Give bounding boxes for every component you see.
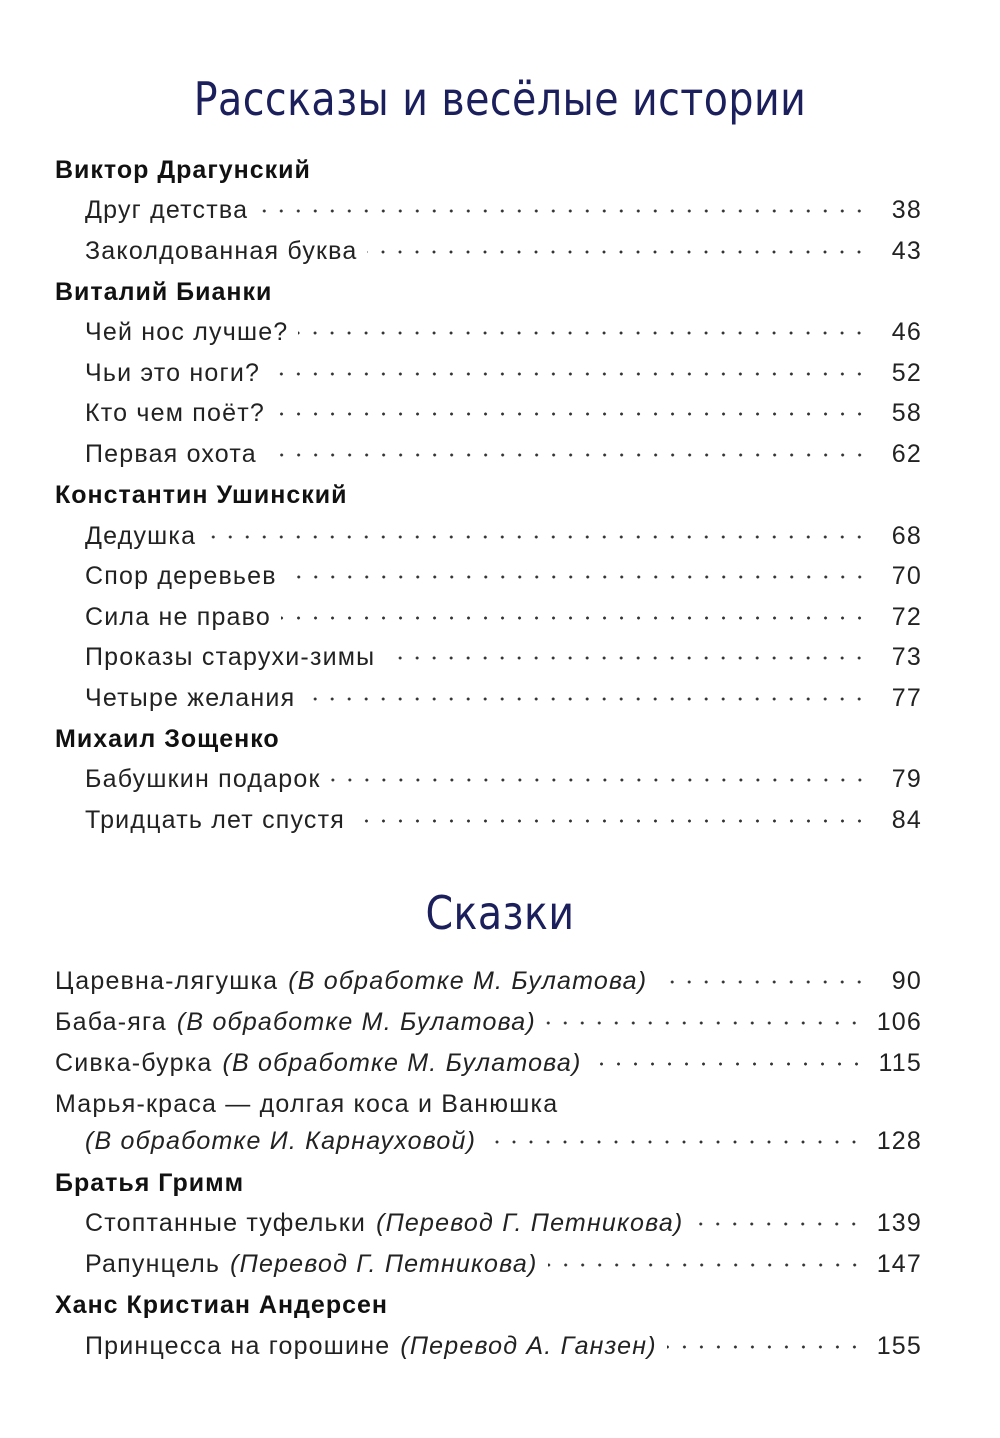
author-name: Виктор Драгунский <box>55 156 311 184</box>
toc-entry[interactable] <box>0 359 1000 400</box>
toc-entry[interactable] <box>0 1250 1000 1291</box>
entry-title: Царевна-лягушка <box>55 967 279 995</box>
dot-leader <box>657 980 868 984</box>
page-number: 43 <box>891 237 922 265</box>
page-number: 84 <box>891 806 922 834</box>
entry-title: Чей нос лучше? <box>85 318 289 346</box>
dot-leader <box>258 209 868 213</box>
entry-title: Баба-яга <box>55 1008 167 1036</box>
author-heading <box>0 156 1000 197</box>
entry-note: (Перевод Г. Петникова) <box>376 1209 684 1237</box>
entry-title: Проказы старухи-зимы <box>85 643 376 671</box>
page-number: 128 <box>876 1127 922 1155</box>
dot-leader <box>548 1263 863 1267</box>
dot-leader <box>267 453 868 457</box>
toc-entry[interactable] <box>0 967 1000 1008</box>
dot-leader <box>486 1140 863 1144</box>
page-number: 77 <box>891 684 922 712</box>
toc-entry[interactable] <box>0 196 1000 237</box>
author-heading <box>0 1169 1000 1210</box>
entry-note: (В обработке М. Булатова) <box>288 967 648 995</box>
page-number: 68 <box>891 522 922 550</box>
page-number: 62 <box>891 440 922 468</box>
toc-entry[interactable] <box>0 237 1000 278</box>
entry-note: (В обработке М. Булатова) <box>176 1008 536 1036</box>
dot-leader <box>355 819 868 823</box>
toc-entry-multiline[interactable] <box>0 1090 1000 1172</box>
toc-entry[interactable] <box>0 562 1000 603</box>
page-number: 73 <box>891 643 922 671</box>
toc-entry[interactable] <box>0 603 1000 644</box>
entry-title: Сивка-бурка <box>55 1049 213 1077</box>
page-number: 155 <box>876 1332 922 1360</box>
toc-entry[interactable] <box>0 522 1000 563</box>
author-heading <box>0 278 1000 319</box>
dot-leader <box>385 656 868 660</box>
toc-entry[interactable] <box>0 765 1000 806</box>
page-number: 106 <box>876 1008 922 1036</box>
dot-leader <box>693 1222 862 1226</box>
entry-title: Друг детства <box>85 196 249 224</box>
page-number: 52 <box>891 359 922 387</box>
toc-entry[interactable] <box>0 318 1000 359</box>
dot-leader <box>546 1021 863 1025</box>
toc-entry[interactable] <box>0 399 1000 440</box>
entry-title: Чьи это ноги? <box>85 359 261 387</box>
entry-note: (В обработке И. Карнауховой) <box>85 1127 477 1155</box>
page-number: 115 <box>878 1049 922 1077</box>
page-number: 90 <box>891 967 922 995</box>
dot-leader <box>305 697 868 701</box>
page-number: 139 <box>876 1209 922 1237</box>
dot-leader <box>331 778 868 782</box>
entry-title: Кто чем поёт? <box>85 399 265 427</box>
dot-leader <box>367 250 868 254</box>
entry-title: Марья-краса — долгая коса и Ванюшка <box>55 1090 559 1118</box>
dot-leader <box>270 372 868 376</box>
toc-entry[interactable] <box>0 643 1000 684</box>
author-heading <box>0 725 1000 766</box>
entry-title: Стоптанные туфельки <box>85 1209 367 1237</box>
author-name: Виталий Бианки <box>55 278 273 306</box>
toc-entry[interactable] <box>0 1332 1000 1373</box>
dot-leader <box>298 331 868 335</box>
author-heading <box>0 1291 1000 1332</box>
page-number: 58 <box>891 399 922 427</box>
toc-entry[interactable] <box>0 1049 1000 1090</box>
toc-entry[interactable] <box>0 684 1000 725</box>
entry-note: (В обработке М. Булатова) <box>222 1049 582 1077</box>
author-name: Константин Ушинский <box>55 481 348 509</box>
section-title-fairy-tales: Сказки <box>425 886 575 940</box>
toc-entry[interactable] <box>0 440 1000 481</box>
entry-title: Четыре желания <box>85 684 296 712</box>
page-number: 72 <box>891 603 922 631</box>
entry-title: Спор деревьев <box>85 562 277 590</box>
toc-entry[interactable] <box>0 1209 1000 1250</box>
page-number: 147 <box>876 1250 922 1278</box>
author-name: Братья Гримм <box>55 1169 245 1197</box>
toc-entry[interactable] <box>0 806 1000 847</box>
author-heading <box>0 481 1000 522</box>
dot-leader <box>206 535 868 539</box>
section-title-stories: Рассказы и весёлые истории <box>193 72 807 126</box>
entry-title: Тридцать лет спустя <box>85 806 346 834</box>
author-name: Ханс Кристиан Андерсен <box>55 1291 388 1319</box>
entry-title: Первая охота <box>85 440 257 468</box>
entry-title: Сила не право <box>85 603 271 631</box>
entry-title: Заколдованная буква <box>85 237 358 265</box>
page-number: 79 <box>891 765 922 793</box>
dot-leader <box>287 575 868 579</box>
dot-leader <box>592 1062 865 1066</box>
entry-title: Принцесса на горошине <box>85 1332 391 1360</box>
dot-leader <box>281 616 868 620</box>
dot-leader <box>275 412 868 416</box>
page-number: 46 <box>891 318 922 346</box>
entry-title: Бабушкин подарок <box>85 765 321 793</box>
author-name: Михаил Зощенко <box>55 725 280 753</box>
entry-note: (Перевод А. Ганзен) <box>400 1332 657 1360</box>
page-number: 38 <box>891 196 922 224</box>
entry-note: (Перевод Г. Петникова) <box>230 1250 538 1278</box>
page-number: 70 <box>891 562 922 590</box>
dot-leader <box>667 1345 863 1349</box>
entry-title: Рапунцель <box>85 1250 221 1278</box>
toc-entry[interactable] <box>0 1008 1000 1049</box>
entry-title: Дедушка <box>85 522 197 550</box>
